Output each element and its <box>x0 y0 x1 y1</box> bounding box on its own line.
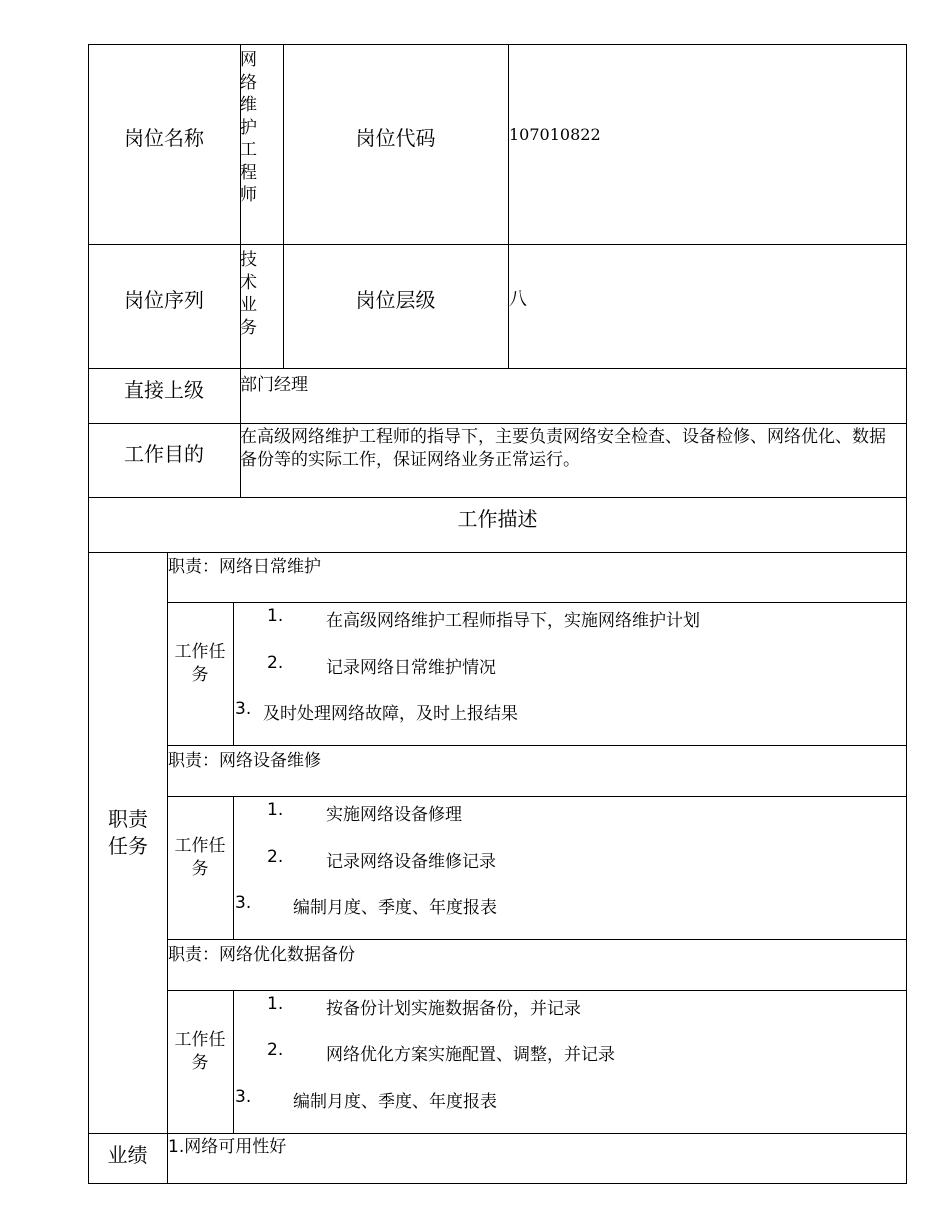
task-number: 2. <box>267 1040 284 1060</box>
task-number: 1. <box>267 994 284 1014</box>
task-text: 记录网络日常维护情况 <box>326 658 496 678</box>
duty-title: 职责：网络日常维护 <box>168 557 321 577</box>
work-purpose-label: 工作目的 <box>124 442 204 466</box>
work-purpose-value: 在高级网络维护工程师的指导下，主要负责网络安全检查、设备检修、网络优化、数据备份等的实际工作，保证网络业务正常运行。 <box>240 427 886 470</box>
task-number: 3. <box>235 893 252 913</box>
performance-item: 1.网络可用性好 <box>168 1137 287 1157</box>
task-text: 网络优化方案实施配置、调整，并记录 <box>326 1045 615 1065</box>
position-name-label: 岗位名称 <box>124 126 204 150</box>
position-name-value: 网络维护工程师 <box>240 50 257 205</box>
position-code-value: 107010822 <box>509 125 601 144</box>
position-level-value: 八 <box>509 289 527 310</box>
task-text: 实施网络设备修理 <box>326 805 462 825</box>
position-level-label: 岗位层级 <box>355 288 436 312</box>
task-number: 2. <box>267 847 284 867</box>
task-number: 1. <box>267 800 284 820</box>
task-text: 编制月度、季度、年度报表 <box>293 1092 497 1112</box>
position-series-label: 岗位序列 <box>124 288 204 312</box>
task-label: 工作任务 <box>174 1030 226 1073</box>
direct-superior-value: 部门经理 <box>240 375 308 395</box>
task-number: 2. <box>267 653 284 673</box>
direct-superior-label: 直接上级 <box>124 378 204 402</box>
performance-label: 业绩 <box>107 1143 148 1167</box>
task-number: 3. <box>235 699 252 719</box>
position-series-value: 技术业务 <box>240 250 257 338</box>
task-text: 在高级网络维护工程师指导下，实施网络维护计划 <box>326 611 700 631</box>
duties-label: 职责任务 <box>108 807 148 858</box>
task-number: 3. <box>235 1087 252 1107</box>
duty-title: 职责：网络设备维修 <box>168 751 321 771</box>
task-text: 按备份计划实施数据备份，并记录 <box>326 999 581 1019</box>
task-number: 1. <box>267 606 284 626</box>
task-label: 工作任务 <box>174 642 226 685</box>
task-text: 编制月度、季度、年度报表 <box>293 898 497 918</box>
task-text: 记录网络设备维修记录 <box>326 852 496 872</box>
task-label: 工作任务 <box>174 836 226 879</box>
task-text: 及时处理网络故障，及时上报结果 <box>263 704 518 724</box>
position-code-label: 岗位代码 <box>355 126 436 150</box>
duty-title: 职责：网络优化数据备份 <box>168 945 355 965</box>
work-description-title: 工作描述 <box>457 507 538 531</box>
